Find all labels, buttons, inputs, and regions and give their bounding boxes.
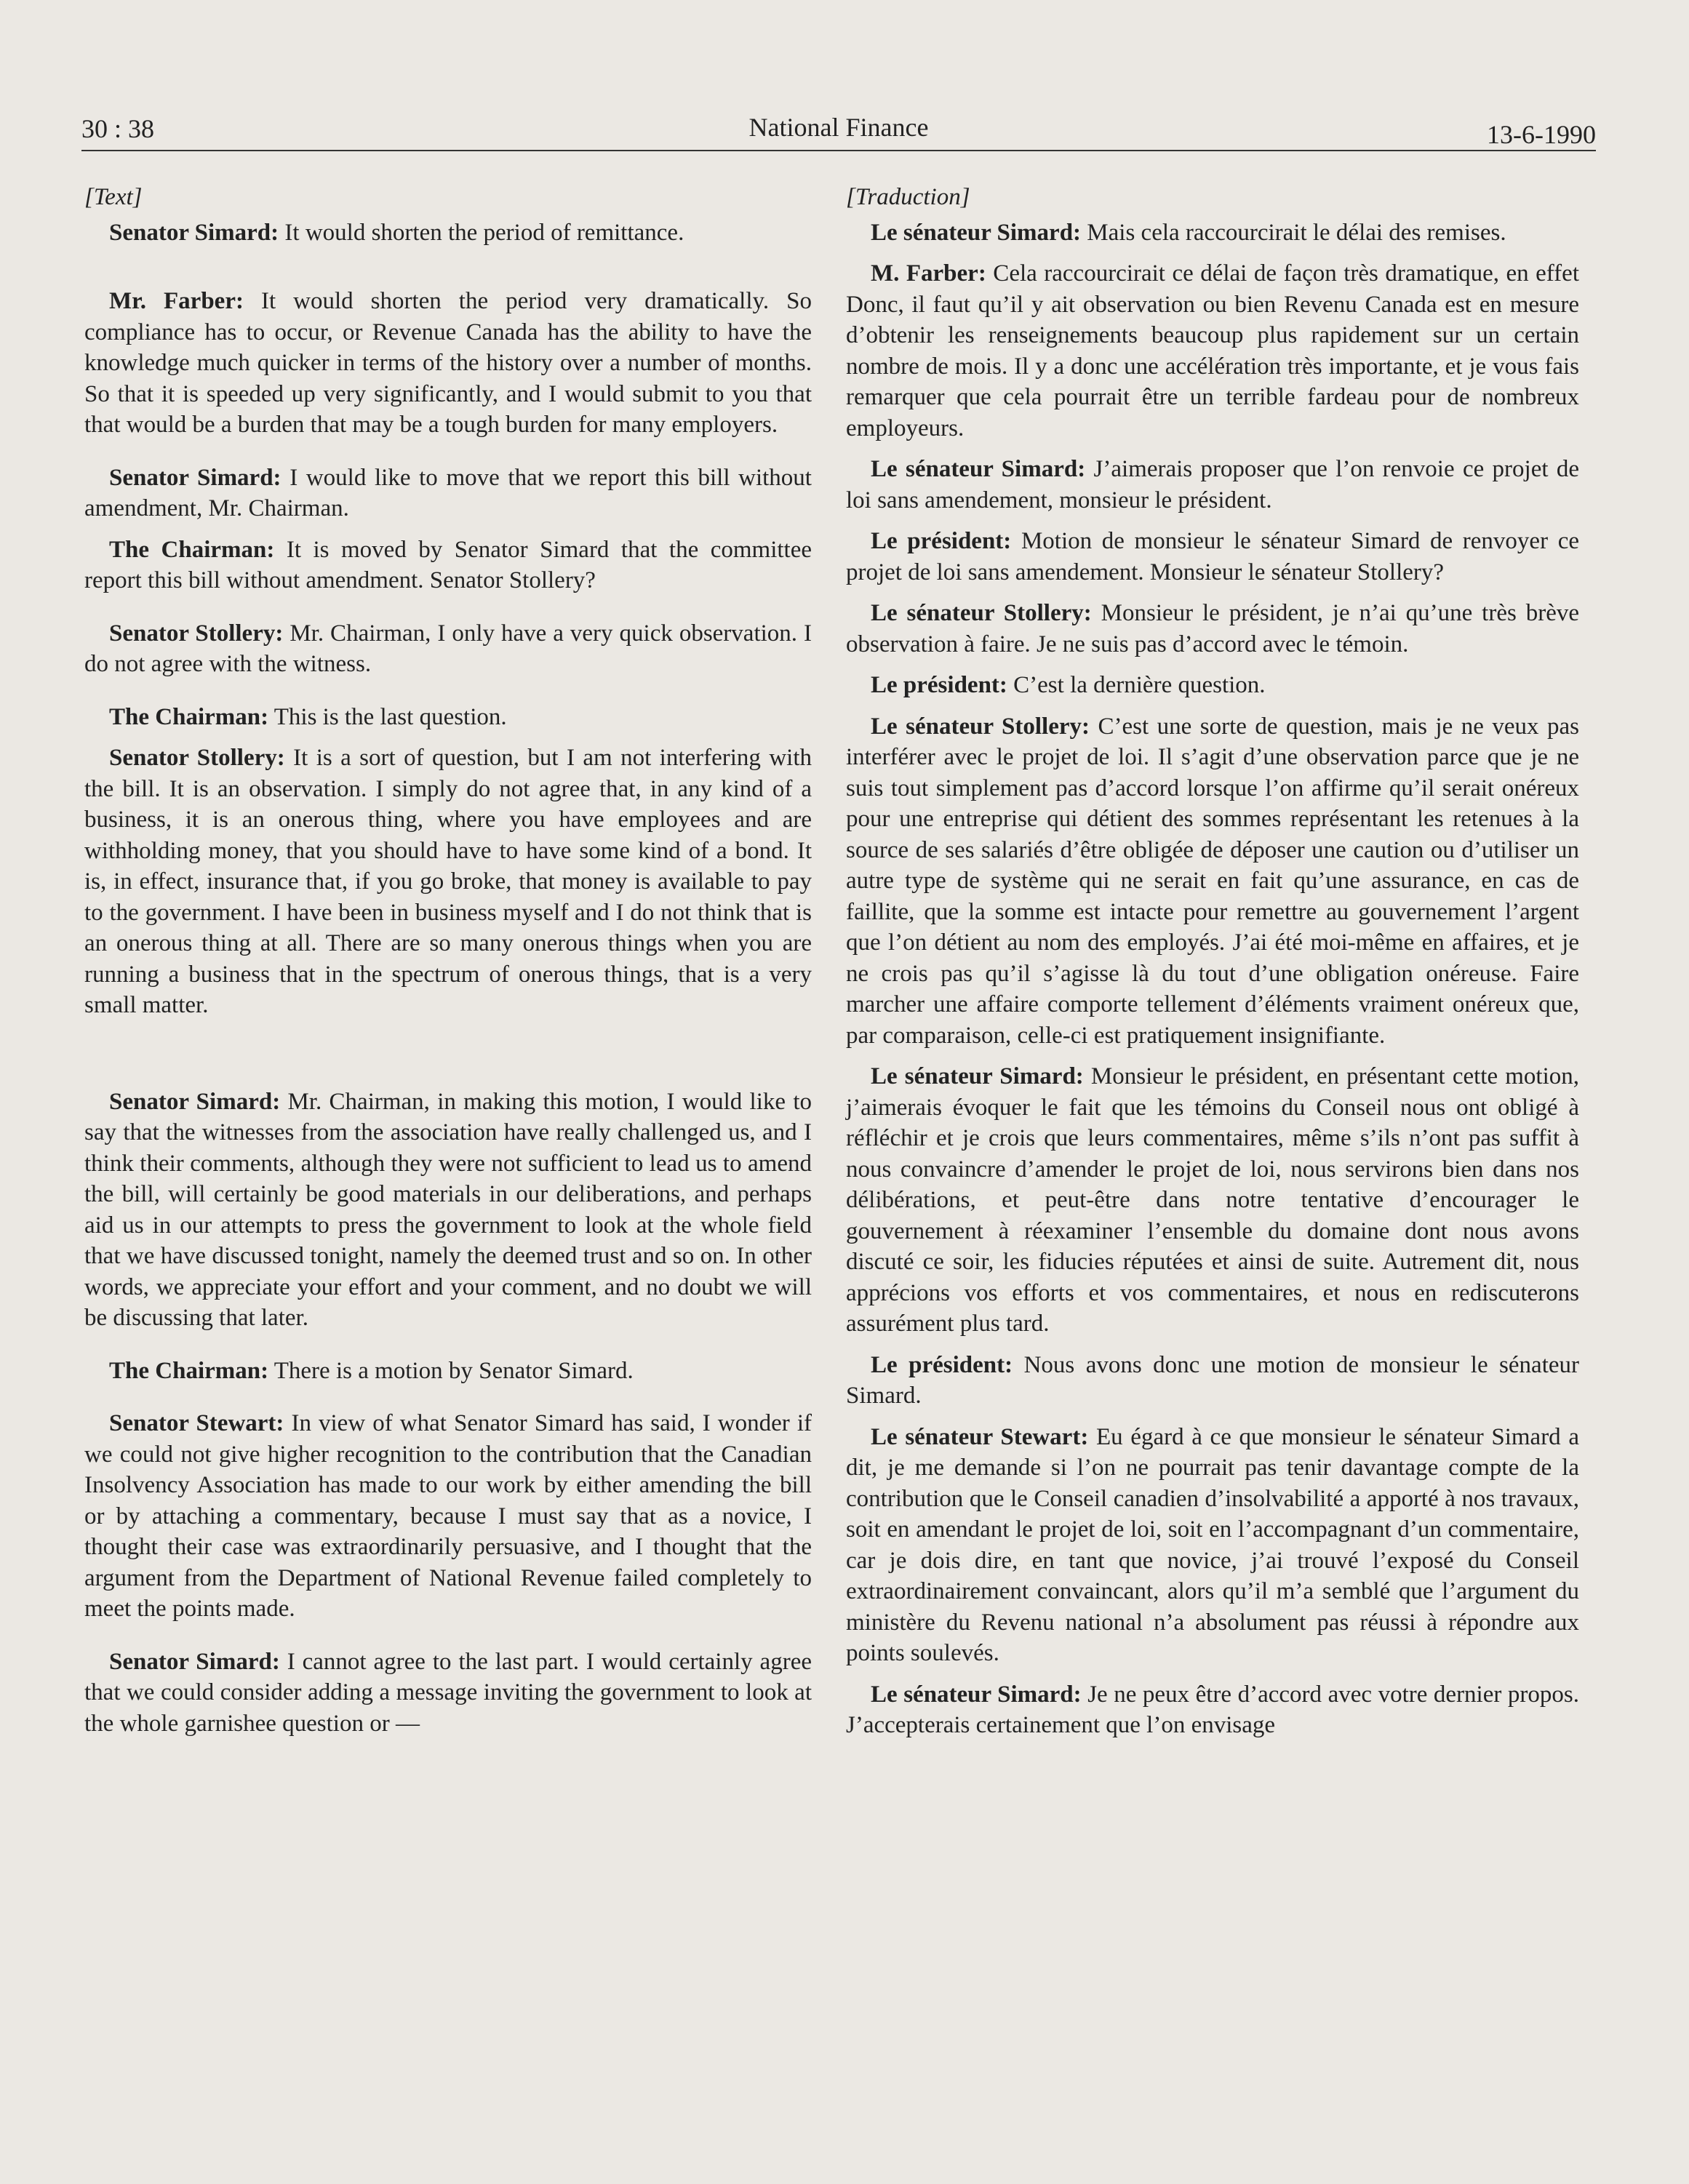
speech-text: Je ne peux être d’accord avec votre dernier propos. J’accepterais certainement que l’on envisage (846, 1681, 1579, 1738)
speech-paragraph (846, 258, 1579, 444)
french-column (846, 182, 1579, 1741)
speech-text: I would like to move that we report this bill without amendment, Mr. Chairman. (84, 464, 812, 521)
speech-text: Monsieur le président, en présentant cette motion, j’aimerais évoquer le fait que les témoins du Conseil nous ont obligé à réfléchir et je crois que leurs commentaires, même s’ils n’ont pas suffit à nous convaincre d’amender le projet de loi, nous servirons bien dans nos délibérations, et peut-être dans notre tentative d’encourager le gouvernement à réexaminer l’ensemble du domaine dont nous avons discuté ce soir, les fiducies réputées et ainsi de suite. Autrement dit, nous apprécions vos efforts et vos commentaires, et nous en rediscuterons assurément plus tard. (846, 1063, 1579, 1337)
speech-paragraph (84, 463, 812, 524)
speech-text: Mr. Chairman, I only have a very quick observation. I do not agree with the witness. (84, 620, 812, 677)
speaker-name: Le président: (871, 672, 1007, 698)
speaker-name: Le sénateur Simard: (871, 1681, 1082, 1708)
speech-paragraph (846, 711, 1579, 1052)
speaker-name: Senator Stollery: (109, 620, 284, 647)
speech-paragraph (84, 1356, 812, 1387)
speaker-name: Le président: (871, 528, 1012, 554)
speech-text: It is a sort of question, but I am not interfering with the bill. It is an observation. I simply do not agree that, in any kind of a business, it is an onerous thing, where you have employees and are withholding money, that you should have to have some kind of a bond. It is, in effect, insurance that, if you go broke, that money is available to pay to the government. I have been in business myself and I do not think that is an onerous thing at all. There are so many onerous things when you are running a business that in the spectrum of onerous things, that is a very small matter. (84, 745, 812, 1018)
speech-paragraph (846, 598, 1579, 660)
speech-text: In view of what Senator Simard has said, I wonder if we could not give higher recognition to the contribution that the Canadian Insolvency Association has made to our work by either amending the bill or by attaching a commentary, because I must say that as a novice, I thought their case was extraordinarily persuasive, and I thought that the argument from the Department of National Revenue failed completely to meet the points made. (84, 1410, 812, 1622)
speech-text: Cela raccourcirait ce délai de façon très dramatique, en effet Donc, il faut qu’il y ait observation ou bien Revenu Canada est en mesure d’obtenir les renseignements beaucoup plus rapidement sur un certain nombre de mois. Il y a donc une accélération très importante, et je vous fais remarquer que cela pourrait être un terrible fardeau pour de nombreux employeurs. (846, 260, 1579, 441)
speech-text: Mr. Chairman, in making this motion, I would like to say that the witnesses from the association have really challenged us, and I think their comments, although they were not sufficient to lead us to amend the bill, will certainly be good materials in our deliberations, and perhaps aid us in our attempts to press the government to look at the whole field that we have discussed tonight, namely the deemed trust and so on. In other words, we appreciate your effort and your comment, and no doubt we will be discussing that later. (84, 1088, 812, 1331)
speaker-name: Le sénateur Stewart: (871, 1423, 1089, 1450)
speech-paragraph (84, 535, 812, 596)
speech-text: It is moved by Senator Simard that the committee report this bill without amendment. Senator Stollery? (84, 536, 812, 593)
speaker-name: Senator Simard: (109, 1648, 280, 1675)
speech-text: Mais cela raccourcirait le délai des remises. (1081, 219, 1506, 246)
page-header (81, 109, 1596, 151)
speech-paragraph (84, 217, 812, 249)
publication-title: National Finance (748, 113, 929, 142)
speaker-name: Le sénateur Simard: (871, 219, 1082, 246)
speech-text: Monsieur le président, je n’ai qu’une très brève observation à faire. Je ne suis pas d’accord avec le témoin. (846, 600, 1579, 657)
speech-paragraph (84, 618, 812, 680)
section-label: [Text] (84, 184, 143, 210)
speech-paragraph (84, 1647, 812, 1740)
speech-paragraph (846, 1422, 1579, 1669)
page-number: 30 : 38 (81, 114, 155, 143)
speaker-name: Senator Simard: (109, 464, 282, 491)
speaker-name: Senator Simard: (109, 1088, 281, 1115)
speaker-name: Senator Stewart: (109, 1410, 284, 1436)
english-column (84, 182, 812, 1739)
speech-paragraph (84, 286, 812, 441)
speech-text: C’est la dernière question. (1007, 672, 1266, 698)
speaker-name: Senator Simard: (109, 219, 279, 246)
speech-paragraph (84, 702, 812, 733)
speech-paragraph (846, 526, 1579, 588)
speaker-name: Senator Stollery: (109, 745, 285, 771)
speaker-name: Le sénateur Simard: (871, 456, 1086, 482)
speech-text: Motion de monsieur le sénateur Simard de renvoyer ce projet de loi sans amendement. Monsieur le sénateur Stollery? (846, 528, 1579, 585)
speech-text: C’est une sorte de question, mais je ne veux pas interférer avec le projet de loi. Il s’agit d’une observation parce que je ne suis tout simplement pas d’accord lorsque l’on affirme qu’il serait onéreux pour une entreprise qui détient des sommes représentant les retenues à la source de ses salariés d’être obligée de déposer une caution ou d’utiliser un autre type de système qui ne serait en fait qu’une assurance, en cas de faillite, que la somme est intacte pour remettre au gouvernement l’argent que l’on détient au nom des employés. J’ai été moi-même en affaires, et je ne crois pas qu’il s’agisse là du tout d’une obligation onéreuse. Faire marcher une affaire comporte tellement d’éléments vraiment onéreux que, par comparaison, celle-ci est pratiquement insignifiante. (846, 713, 1579, 1049)
speech-paragraph (846, 1679, 1579, 1741)
speaker-name: Le sénateur Stollery: (871, 713, 1090, 740)
header-date: 13-6-1990 (1487, 120, 1596, 149)
speaker-name: The Chairman: (109, 536, 275, 563)
speech-paragraph (846, 670, 1579, 701)
speaker-name: Le sénateur Simard: (871, 1063, 1084, 1089)
speech-text: It would shorten the period of remittance. (279, 219, 684, 246)
speech-paragraph (84, 1408, 812, 1625)
speech-paragraph (846, 1061, 1579, 1340)
speaker-name: The Chairman: (109, 703, 269, 730)
speech-text: Nous avons donc une motion de monsieur le sénateur Simard. (846, 1351, 1579, 1409)
speech-paragraph (84, 1087, 812, 1334)
speech-text: I cannot agree to the last part. I would certainly agree that we could consider adding a message inviting the government to look at the whole garnishee question or — (84, 1648, 812, 1737)
speaker-name: Le sénateur Stollery: (871, 600, 1092, 626)
speech-paragraph (846, 454, 1579, 516)
speech-text: J’aimerais proposer que l’on renvoie ce projet de loi sans amendement, monsieur le président. (846, 456, 1579, 513)
speech-text: Eu égard à ce que monsieur le sénateur Simard a dit, je me demande si l’on ne pourrait pas tenir davantage compte de la contribution que le Conseil canadien d’insolvabilité a apporté à nos travaux, soit en amendant le projet de loi, soit en l’accompagnant d’un commentaire, car je dois dire, en tant que novice, j’ai trouvé l’exposé du Conseil extraordinairement convaincant, alors qu’il m’a semblé que l’argument du ministère du Revenu national n’a absolument pas réussi à répondre aux points soulevés. (846, 1423, 1579, 1666)
speaker-name: M. Farber: (871, 260, 986, 287)
speech-text: It would shorten the period very dramatically. So compliance has to occur, or Revenue Canada has the ability to have the knowledge much quicker in terms of the history over a number of months. So that it is speeded up very significantly, and I would submit to you that that would be a burden that may be a tough burden for many employers. (84, 288, 812, 438)
speech-paragraph (84, 743, 812, 1021)
speaker-name: The Chairman: (109, 1357, 269, 1384)
section-label: [Traduction] (846, 184, 970, 210)
speaker-name: Mr. Farber: (109, 288, 244, 314)
speech-paragraph (846, 1350, 1579, 1412)
speech-paragraph (846, 217, 1579, 249)
speech-text: This is the last question. (268, 703, 507, 730)
speech-text: There is a motion by Senator Simard. (268, 1357, 634, 1384)
speaker-name: Le président: (871, 1351, 1013, 1378)
